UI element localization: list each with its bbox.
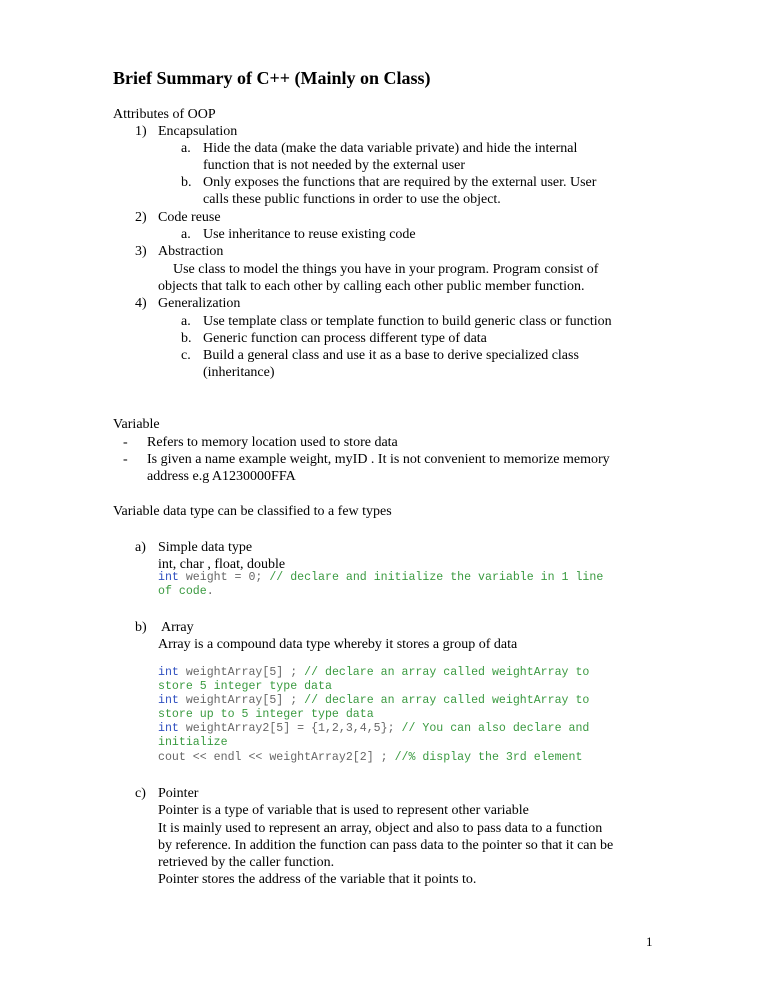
code-keyword: int <box>158 722 179 735</box>
list-text: Use class to model the things you have in your program. Program consist of <box>173 262 599 277</box>
list-item-label: Pointer <box>158 786 199 801</box>
page-number: 1 <box>646 934 653 949</box>
code-line <box>158 708 374 722</box>
list-text: by reference. In addition the function can pass data to the pointer so that it can be <box>158 838 614 853</box>
list-text: Pointer stores the address of the variable that it points to. <box>158 872 477 887</box>
list-text: objects that talk to each other by calling each other public member function. <box>158 279 585 294</box>
variable-heading: Variable <box>113 417 160 432</box>
code-comment: initialize <box>158 736 228 749</box>
code-keyword: int <box>158 571 179 584</box>
code-comment: of code <box>158 585 207 598</box>
list-text: Array is a compound data type whereby it stores a group of data <box>158 637 518 652</box>
code-line <box>158 585 214 599</box>
code-comment: //% display the 3rd element <box>394 751 583 764</box>
list-text: Use inheritance to reuse existing code <box>203 227 416 242</box>
list-number: b) <box>135 620 147 635</box>
code-comment: // declare an array called weightArray to <box>304 694 590 707</box>
bullet-text: Is given a name example weight, myID . It is not convenient to memorize memory <box>147 452 610 467</box>
code-text: cout << endl << weightArray2[2] ; <box>158 751 395 764</box>
code-comment: store up to 5 integer type data <box>158 708 374 721</box>
list-number: 2) <box>135 210 147 225</box>
list-letter: a. <box>181 314 191 329</box>
list-letter: b. <box>181 175 192 190</box>
code-comment: store 5 integer type data <box>158 680 332 693</box>
list-item-label: Code reuse <box>158 210 221 225</box>
list-item-label: Array <box>161 620 194 635</box>
list-letter: a. <box>181 227 191 242</box>
bullet-dash: - <box>123 452 128 467</box>
code-line <box>158 751 582 765</box>
code-text: weight = 0; <box>178 571 270 584</box>
code-keyword: int <box>158 694 179 707</box>
code-line <box>158 571 603 585</box>
list-number: c) <box>135 786 146 801</box>
list-text: Generic function can process different type of data <box>203 331 487 346</box>
list-item-label: Simple data type <box>158 540 253 555</box>
list-text: calls these public functions in order to use the object. <box>203 192 501 207</box>
list-item-label: Generalization <box>158 296 241 311</box>
code-text: . <box>206 585 214 598</box>
types-intro: Variable data type can be classified to a few types <box>113 504 392 519</box>
list-number: 4) <box>135 296 147 311</box>
list-text: function that is not needed by the external user <box>203 158 466 173</box>
code-comment: // You can also declare and <box>401 722 590 735</box>
list-text: (inheritance) <box>203 365 275 380</box>
list-text: Only exposes the functions that are required by the external user. User <box>203 175 597 190</box>
list-number: 1) <box>135 124 147 139</box>
list-number: 3) <box>135 244 147 259</box>
list-text: It is mainly used to represent an array, object and also to pass data to a function <box>158 821 603 836</box>
list-item-label: Encapsulation <box>158 124 238 139</box>
bullet-dash: - <box>123 435 128 450</box>
code-keyword: int <box>158 666 179 679</box>
code-text: weightArray[5] ; <box>178 666 305 679</box>
list-text: Use template class or template function to build generic class or function <box>203 314 612 329</box>
bullet-text: Refers to memory location used to store data <box>147 435 398 450</box>
list-letter: b. <box>181 331 192 346</box>
list-letter: c. <box>181 348 191 363</box>
code-line <box>158 722 589 736</box>
list-number: a) <box>135 540 146 555</box>
code-comment: // declare an array called weightArray to <box>304 666 590 679</box>
code-line <box>158 680 332 694</box>
list-text: Pointer is a type of variable that is used to represent other variable <box>158 803 529 818</box>
list-item-label: Abstraction <box>158 244 224 259</box>
code-text: weightArray2[5] = {1,2,3,4,5}; <box>178 722 402 735</box>
code-text: weightArray[5] ; <box>178 694 305 707</box>
list-text: retrieved by the caller function. <box>158 855 335 870</box>
list-text: int, char , float, double <box>158 557 286 572</box>
code-comment: // declare and initialize the variable in 1 line <box>269 571 604 584</box>
code-line <box>158 694 589 708</box>
page-title: Brief Summary of C++ (Mainly on Class) <box>113 68 431 88</box>
list-letter: a. <box>181 141 191 156</box>
list-text: Build a general class and use it as a base to derive specialized class <box>203 348 579 363</box>
list-text: Hide the data (make the data variable private) and hide the internal <box>203 141 578 156</box>
code-line <box>158 666 589 680</box>
code-line <box>158 736 228 750</box>
bullet-text: address e.g A1230000FFA <box>147 469 296 484</box>
oop-heading: Attributes of OOP <box>113 107 216 122</box>
